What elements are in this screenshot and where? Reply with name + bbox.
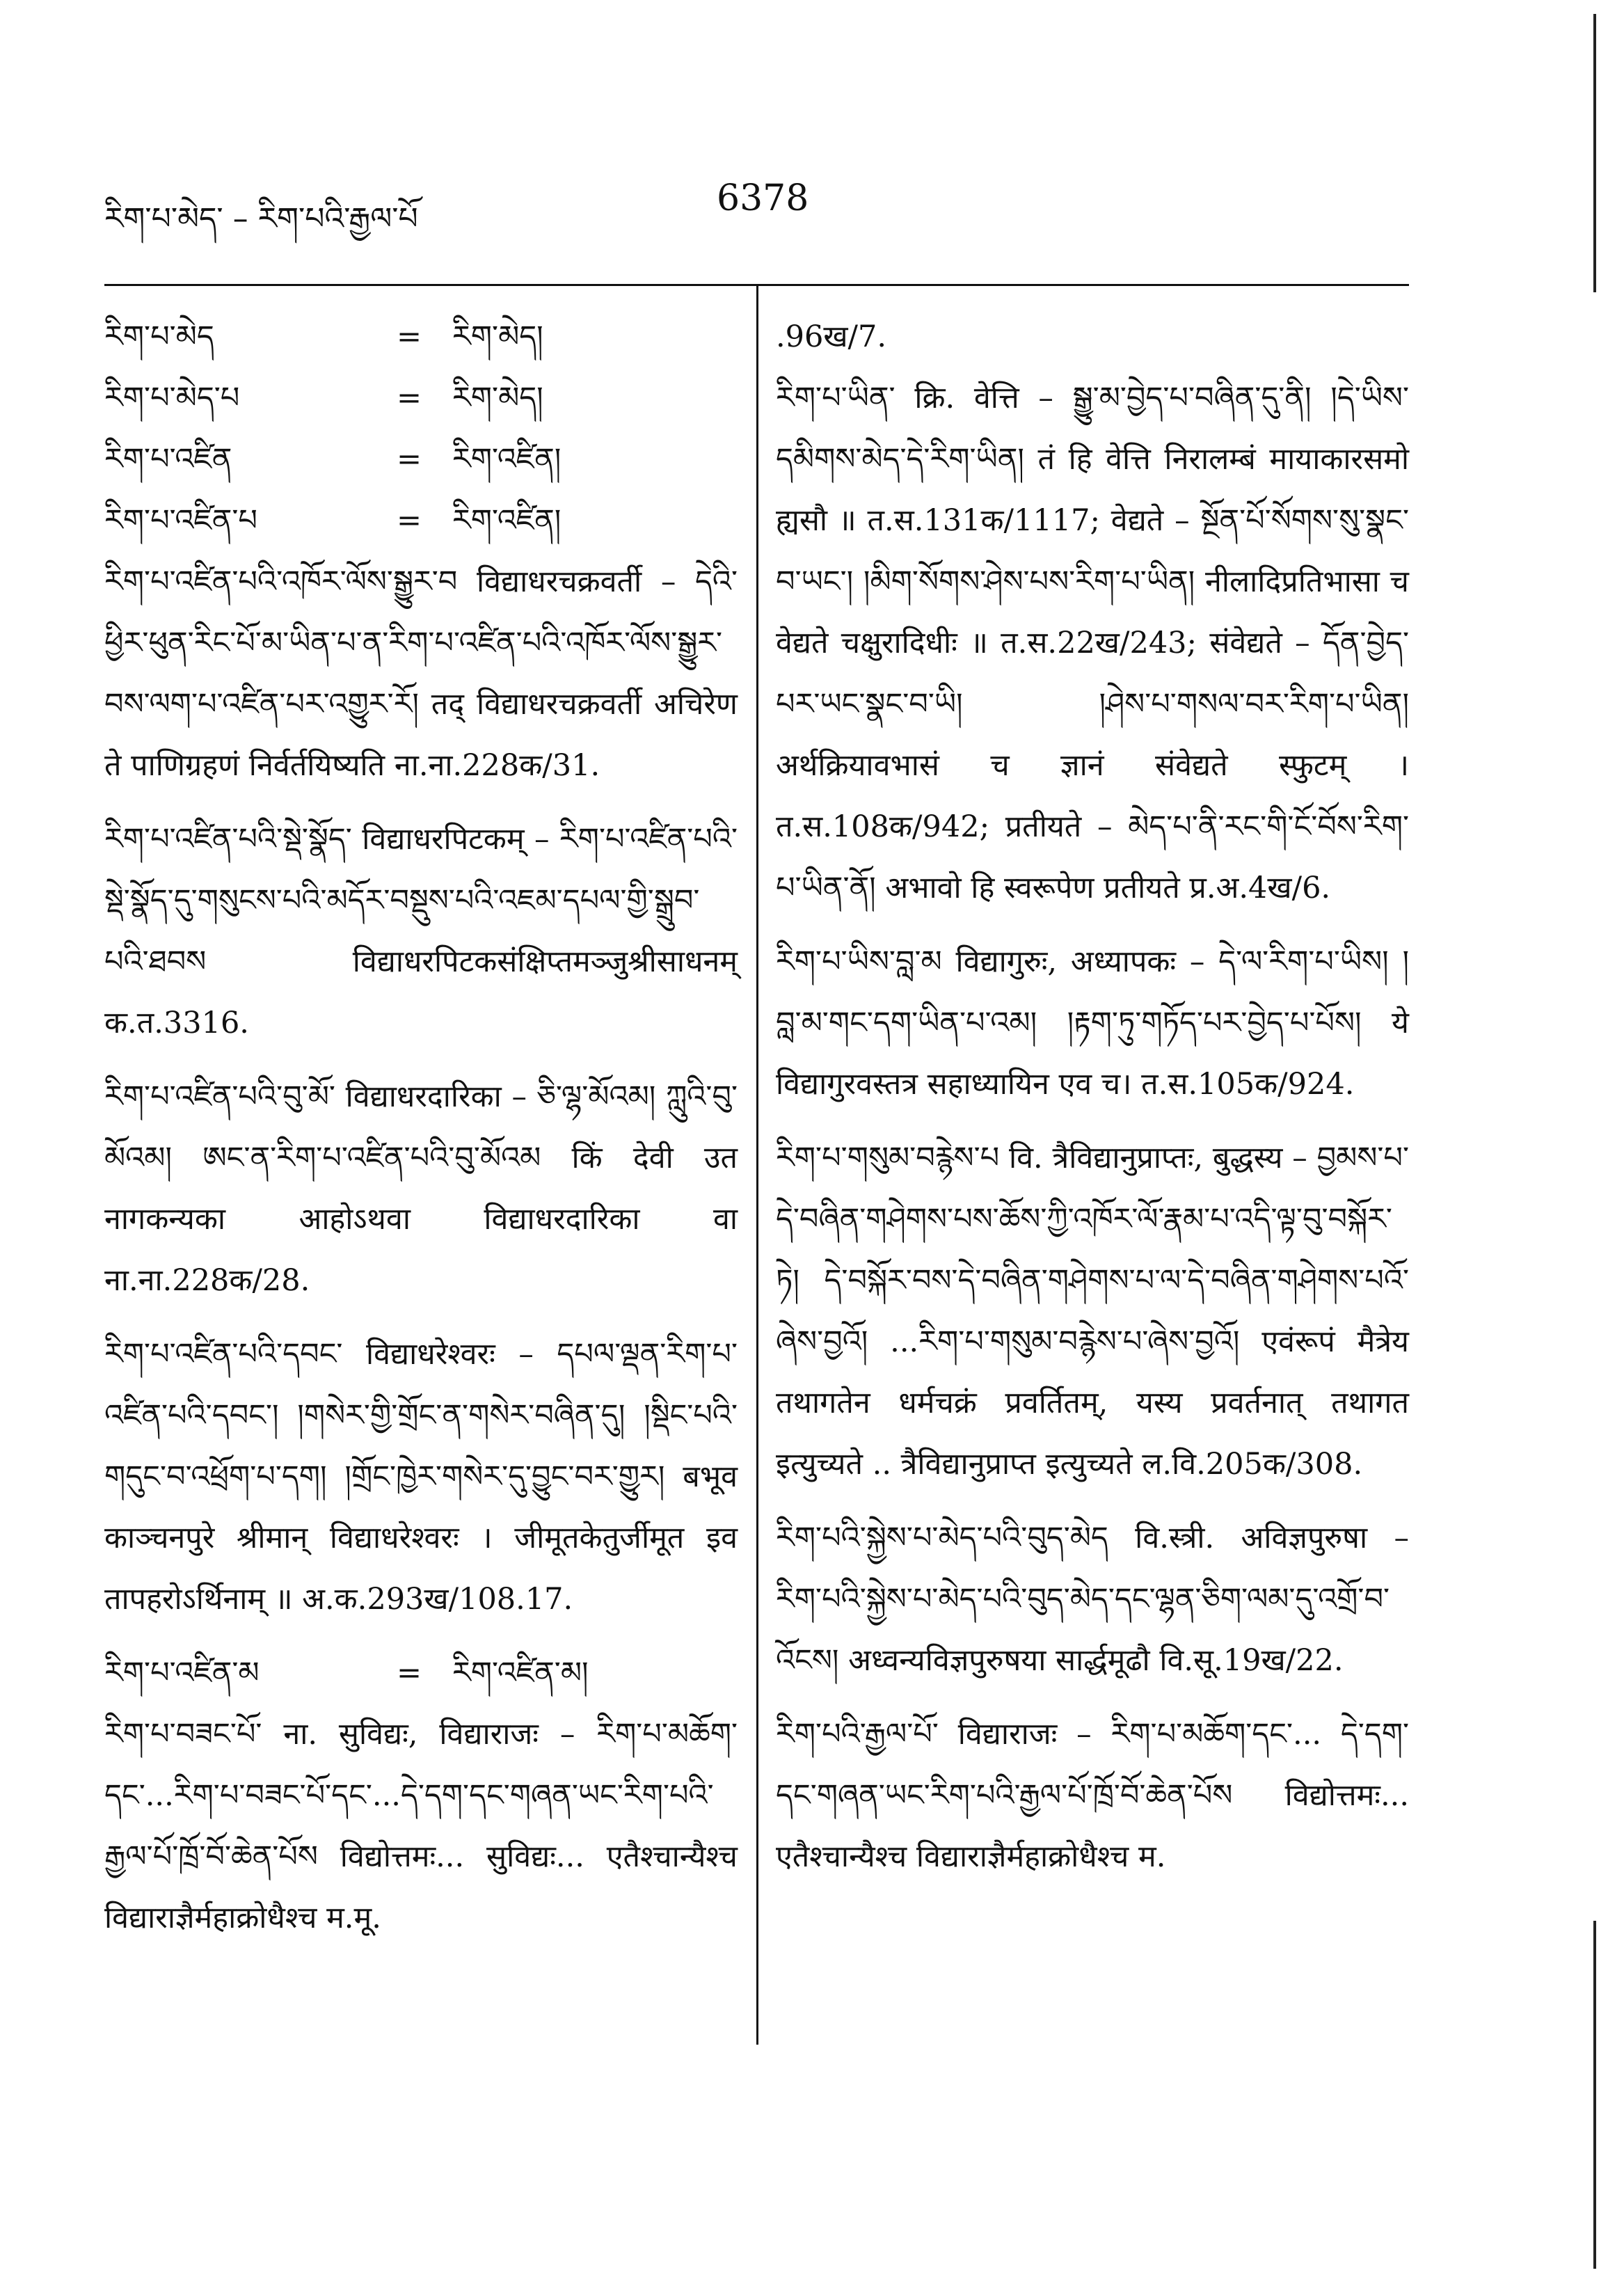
xref-entry <box>104 1642 738 1704</box>
equals-sign: = <box>397 442 422 477</box>
xref-headword: རིག་པ་འཛིན་པ <box>104 503 257 538</box>
xref-target: རིག་འཛིན་མ། <box>452 1656 589 1690</box>
dictionary-entry: རིག་པ་གསུམ་བརྙེས་པ वि. त्रैविद्यानुप्राप्तः, बुद्धस्य – བྱམས་པ་དེ་བཞིན་གཤེགས་པས་ཆོས་ཀྱི་འཁོར་ལོ་རྣམ་པ་འདི་ལྟ་བུ་བསྐོར་ཏེ། དེ་བསྐོར་བས་དེ་བཞིན་གཤེགས་པ་ལ་དེ་བཞིན་གཤེགས་པའོ་ཞེས་བྱའོ། ...རིག་པ་གསུམ་བརྙེས་པ་ཞེས་བྱའོ། एवंरूपं मैत्रेय तथागतेन धर्मचक्रं प्रवर्तितम्, यस्य प्रवर्तनात् तथागत इत्युच्यते .. त्रैविद्यानुप्राप्त इत्युच्यते ल.वि.205क/308. <box>776 1141 1409 1482</box>
page-number: 6378 <box>717 177 809 219</box>
left-column <box>104 306 738 1949</box>
xref-headword: རིག་པ་འཛིན་མ <box>104 1656 260 1690</box>
xref-headword: རིག་པ་མེད་པ <box>104 381 240 415</box>
scan-edge-mark <box>1593 14 1596 292</box>
dictionary-entry: རིག་པ་ཡིན་ क्रि. वेत्ति – སྒྱུ་མ་བྱེད་པ་བཞིན་དུ་ནི། །དེ་ཡིས་དམིགས་མེད་དེ་རིག་ཡིན། तं हि वेत्ति निरालम्बं मायाकारसमो ह्यसौ ॥ त.स.131क/1117; वेद्यते – སྔོན་པོ་སོགས་སུ་སྣང་བ་ཡང་། །མིག་སོགས་ཤེས་པས་རིག་པ་ཡིན། नीलादिप्रतिभासा च वेद्यते चक्षुरादिधीः ॥ त.स.22ख/243; संवेद्यते – དོན་བྱེད་པར་ཡང་སྣང་བ་ཡི། །ཤེས་པ་གསལ་བར་རིག་པ་ཡིན། अर्थक्रियावभासं च ज्ञानं संवेद्यते स्फुटम् । त.स.108क/942; प्रतीयते – མེད་པ་ནི་རང་གི་ངོ་བོས་རིག་པ་ཡིན་ནོ། अभावो हि स्वरूपेण प्रतीयते प्र.अ.4ख/6. <box>776 381 1409 905</box>
dictionary-entry: རིག་པའི་སྐྱེས་པ་མེད་པའི་བུད་མེད वि.स्त्री. अविज्ञपुरुषा – རིག་པའི་སྐྱེས་པ་མེད་པའི་བུད་མེད་དང་ལྷན་ཅིག་ལམ་དུ་འགྲོ་བ་འོངས། अध्वन्यविज्ञपुरुषया सार्द्धमूढौ वि.सू.19ख/22. <box>776 1521 1409 1678</box>
xref-target: རིག་མེད། <box>452 319 543 354</box>
xref-target: རིག་འཛིན། <box>452 503 562 538</box>
xref-entry <box>104 490 738 551</box>
xref-target: རིག་མེད། <box>452 381 543 415</box>
running-head: རིག་པ་མེད་ – རིག་པའི་རྒྱལ་པོ <box>104 201 418 237</box>
xref-entry <box>104 429 738 490</box>
page-header <box>104 177 1412 240</box>
dictionary-entry: རིག་པ་འཛིན་པའི་སྡེ་སྣོད་ विद्याधरपिटकम् – རིག་པ་འཛིན་པའི་སྡེ་སྣོད་དུ་གསུངས་པའི་མདོར་བསྡུས་པའི་འཇམ་དཔལ་གྱི་སྒྲུབ་པའི་ཐབས विद्याधरपिटकसंक्षिप्तमञ्जुश्रीसाधनम् क.त.3316. <box>104 822 738 1040</box>
dictionary-entry: རིག་པ་ཡིས་བླ་མ विद्यागुरुः, अध्यापकः – དེ་ལ་རིག་པ་ཡིས། །བླ་མ་གང་དག་ཡིན་པ་འམ། །རྟག་ཏུ་གཏོད་པར་བྱེད་པ་པོས། ये विद्यागुरवस्तत्र सहाध्यायिन एव च। त.स.105क/924. <box>776 944 1409 1102</box>
dictionary-entry: རིག་པ་བཟང་པོ་ ना. सुविद्यः, विद्याराजः – རིག་པ་མཆོག་དང་...རིག་པ་བཟང་པོ་དང་...དེ་དག་དང་གཞན་ཡང་རིག་པའི་རྒྱལ་པོ་ཁྲོ་བོ་ཆེན་པོས विद्योत्तमः... सुविद्यः... एतैश्चान्यैश्च विद्याराज्ञैर्महाक्रोधैश्च म.मू. <box>104 1717 738 1935</box>
xref-headword: རིག་པ་མེད <box>104 319 214 354</box>
dictionary-entry-continuation: .96ख/7. <box>776 319 887 354</box>
equals-sign: = <box>397 381 422 415</box>
scan-edge-mark <box>1593 1921 1596 2269</box>
xref-target: རིག་འཛིན། <box>452 442 562 477</box>
xref-entry <box>104 367 738 429</box>
dictionary-entry: རིག་པའི་རྒྱལ་པོ་ विद्याराजः – རིག་པ་མཆོག་དང་... དེ་དག་དང་གཞན་ཡང་རིག་པའི་རྒྱལ་པོ་ཁྲོ་བོ་ཆེན་པོས विद्योत्तमः... एतैश्चान्यैश्च विद्याराज्ञैर्महाक्रोधैश्च म. <box>776 1717 1409 1874</box>
right-column <box>776 306 1409 1887</box>
equals-sign: = <box>397 503 422 538</box>
dictionary-entry: རིག་པ་འཛིན་པའི་དབང་ विद्याधरेश्वरः – དཔལ་ལྡན་རིག་པ་འཛིན་པའི་དབང་། །གསེར་གྱི་གྲོང་ན་གསེར་བཞིན་དུ། །སྡིང་པའི་གདུང་བ་འཕྲོག་པ་དག། །གྲོང་ཁྱེར་གསེར་དུ་བྱུང་བར་གྱུར། बभूव काञ्चनपुरे श्रीमान् विद्याधरेश्वरः । जीमूतकेतुर्जीमूत इव तापहरोऽर्थिनाम् ॥ अ.क.293ख/108.17. <box>104 1337 738 1617</box>
xref-entry <box>104 306 738 367</box>
equals-sign: = <box>397 319 422 354</box>
xref-headword: རིག་པ་འཛིན <box>104 442 232 477</box>
dictionary-entry: རིག་པ་འཛིན་པའི་བུ་མོ་ विद्याधरदारिका – ཅི་ལྷ་མོའམ། ཀླུའི་བུ་མོའམ། ཨང་ན་རིག་པ་འཛིན་པའི་བུ་མོའམ किं देवी उत नागकन्यका आहोऽथवा विद्याधरदारिका वा ना.ना.228क/28. <box>104 1079 738 1298</box>
column-divider <box>756 284 758 2045</box>
dictionary-entry: རིག་པ་འཛིན་པའི་འཁོར་ལོས་སྒྱུར་བ विद्याधरचक्रवर्ती – དེའི་ཕྱིར་ཕུན་རིང་པོ་མ་ཡིན་པ་ན་རིག་པ་འཛིན་པའི་འཁོར་ལོས་སྒྱུར་བས་ལག་པ་འཛིན་པར་འགྱུར་རོ། तद् विद्याधरचक्रवर्ती अचिरेण ते पाणिग्रहणं निर्वर्तयिष्यति ना.ना.228क/31. <box>104 564 738 783</box>
equals-sign: = <box>397 1656 422 1690</box>
